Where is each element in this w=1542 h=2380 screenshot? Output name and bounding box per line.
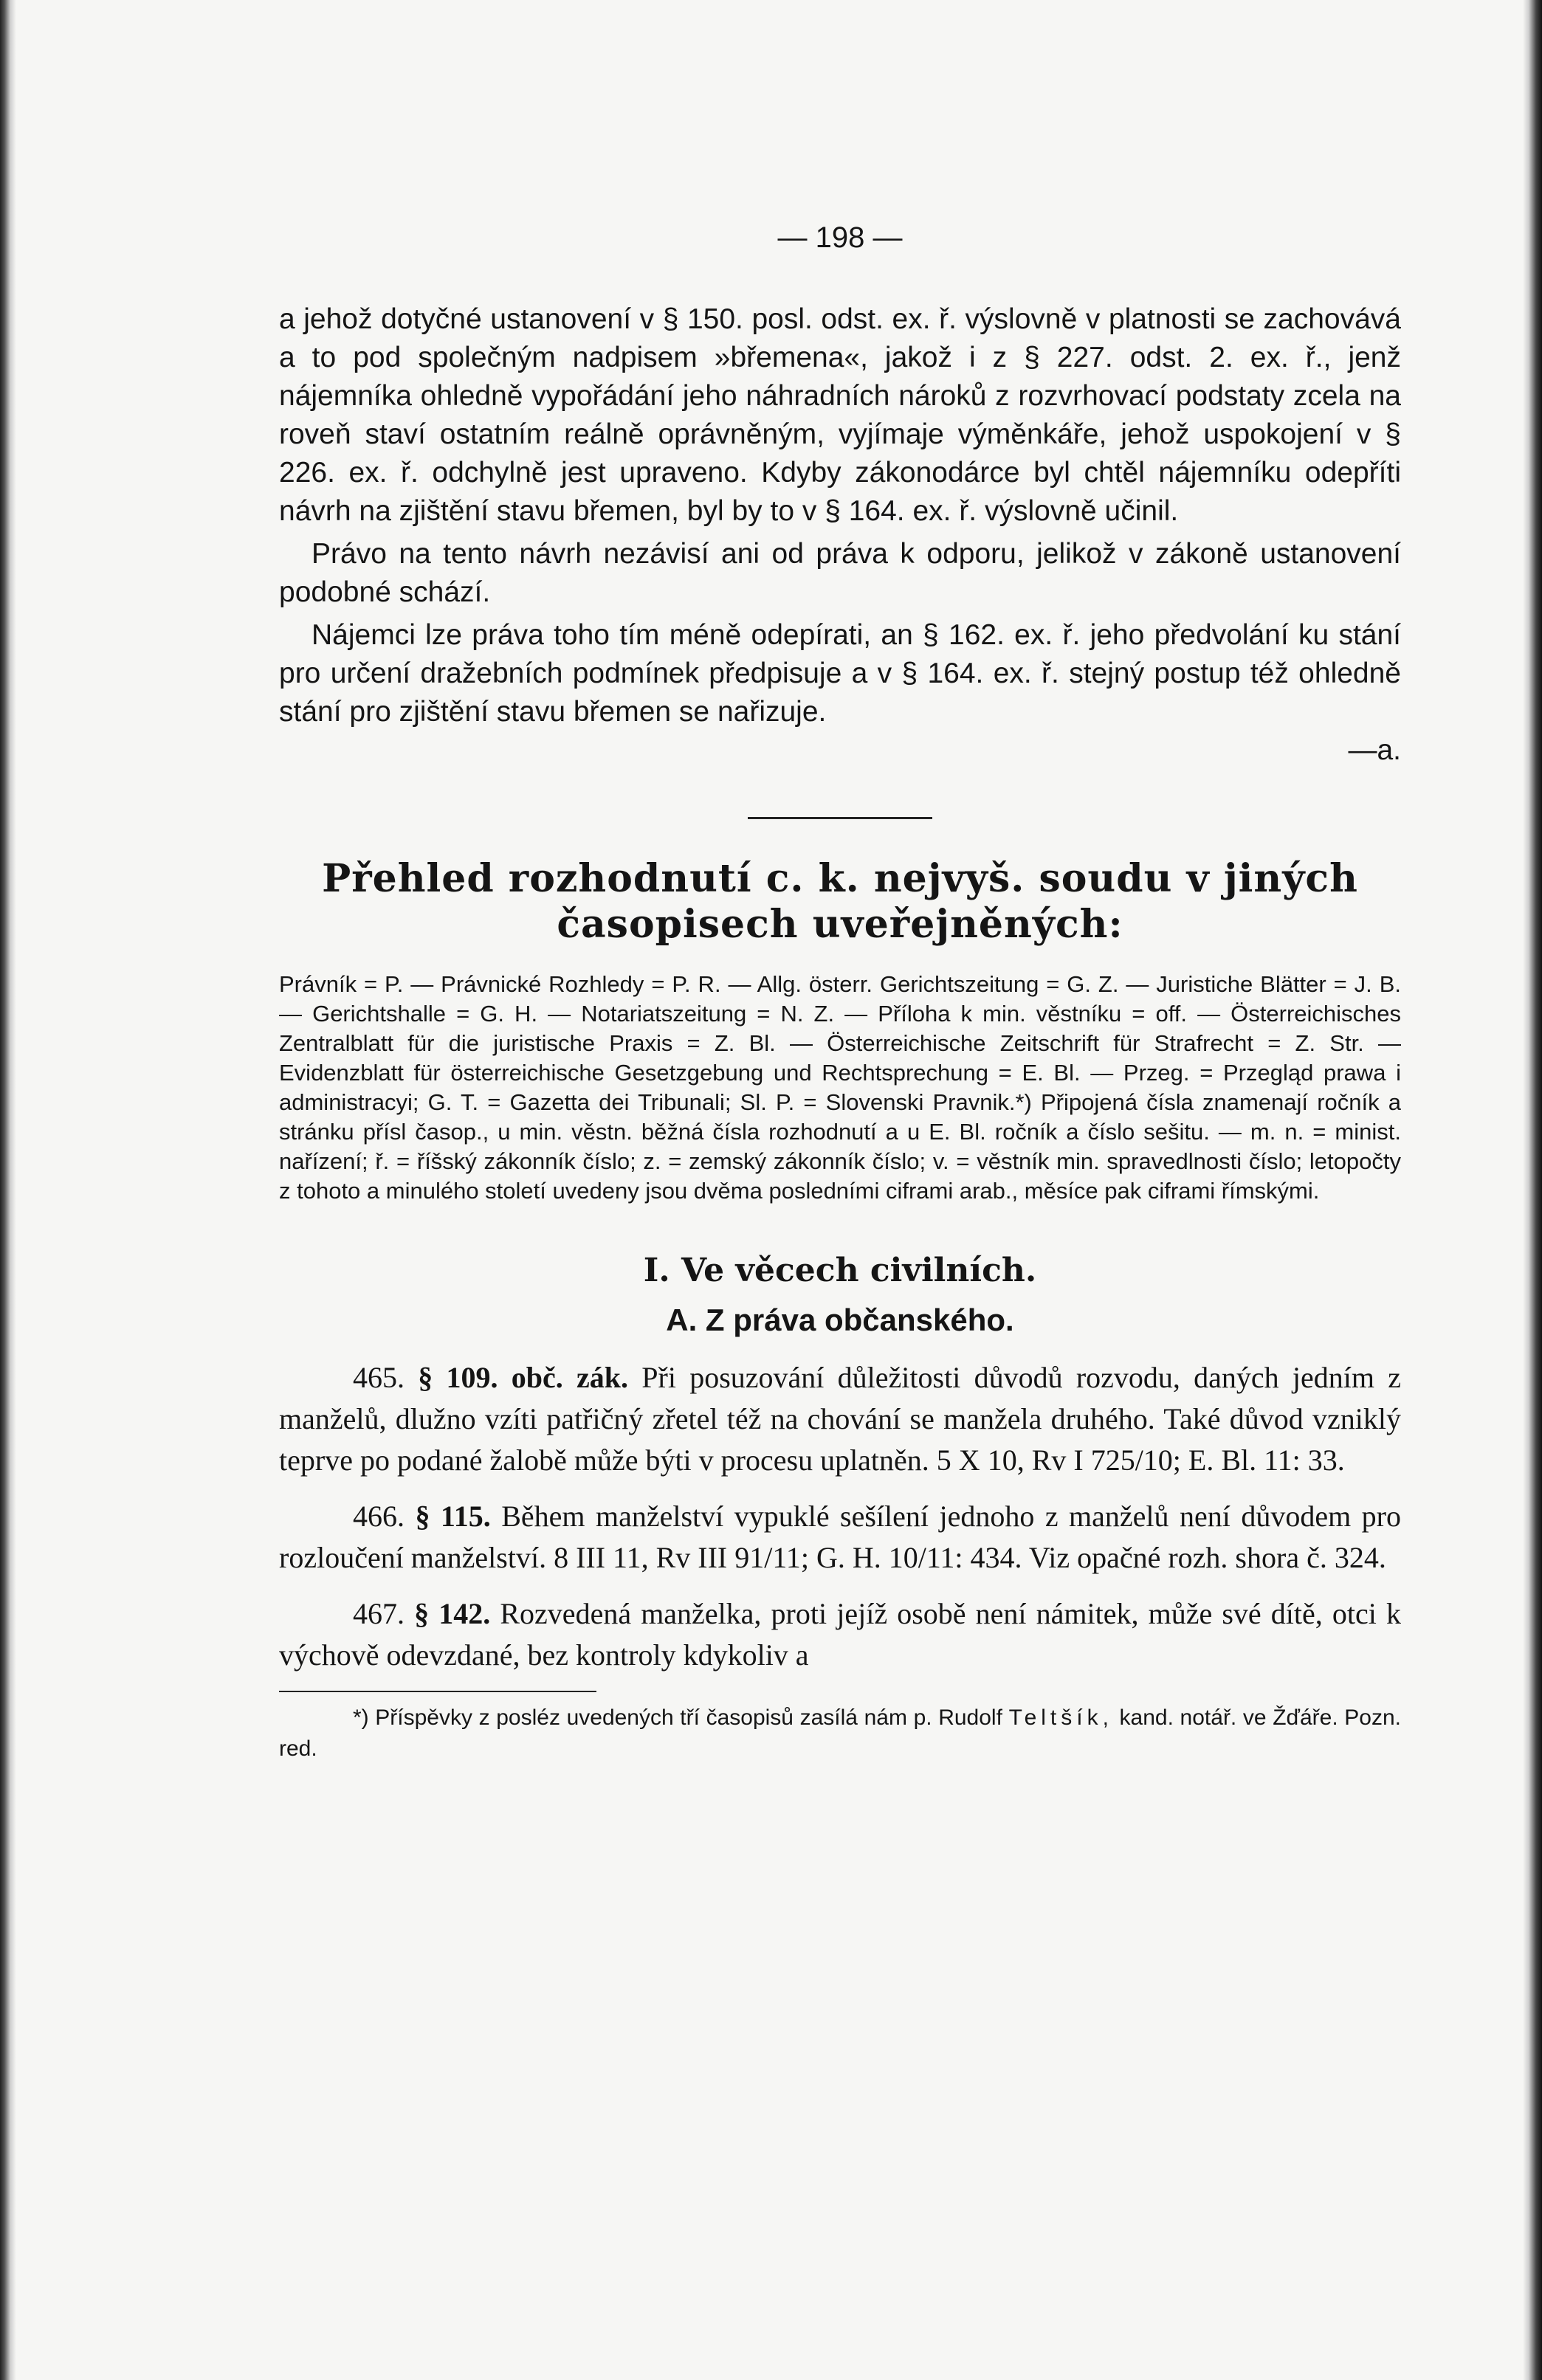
footnote: [279, 1703, 1401, 1765]
page-number: — 198 —: [777, 221, 903, 254]
decision-entry-467: [279, 1593, 1401, 1676]
entry-reference: § 142.: [414, 1597, 491, 1630]
heading-sub-prefix: A.: [666, 1303, 698, 1337]
entry-reference: § 109. obč. zák.: [418, 1361, 629, 1394]
paragraph-2: Právo na tento návrh nezávisí ani od práva k odporu, jelikož v zákoně ustanovení podobné schází.: [279, 538, 1401, 608]
entry-reference: § 115.: [415, 1500, 491, 1533]
footnote-text-after: kand. notář. ve Žďáře. Pozn. red.: [279, 1705, 1401, 1761]
heading-sub-title: Z práva občanského.: [705, 1303, 1014, 1337]
page-edge-left: [0, 0, 16, 2380]
heading-subsection: [279, 1303, 1401, 1338]
page-content: [279, 221, 1401, 1765]
page-edge-right: [1523, 0, 1542, 2380]
footnote-name: Teltšík,: [1008, 1705, 1113, 1730]
section-title: Přehled rozhodnutí c. k. nejvyš. soudu v jiných časopisech uveřejněných:: [322, 856, 1358, 947]
decision-entry-465: [279, 1357, 1401, 1481]
entry-number: 466.: [353, 1500, 405, 1533]
entry-text: Při posuzování důležitosti důvodů rozvodu, daných jedním z manželů, dlužno vzíti patřičný zřetel též na chování se manžela druhého. Také důvod vzniklý teprve po podané žalobě může býti v procesu uplatněn. 5 X 10, Rv I 725/10; E. Bl. 11: 33.: [279, 1361, 1402, 1477]
heading-part: I. Ve věcech civilních.: [643, 1252, 1037, 1289]
section-divider: [748, 817, 932, 819]
paragraph-3: Nájemci lze práva toho tím méně odepírati, an § 162. ex. ř. jeho předvolání ku stání pro určení dražebních podmínek předpisuje a v § 164. ex. ř. stejný postup též ohledně stání pro zjištění stavu břemen se nařizuje.: [279, 619, 1401, 728]
footnote-rule: [279, 1691, 596, 1692]
entry-text: Během manželství vypuklé sešílení jednoho z manželů není důvodem pro rozloučení manželství. 8 III 11, Rv III 91/11; G. H. 10/11: 434. Viz opačné rozh. shora č. 324.: [279, 1500, 1402, 1574]
signature: —a.: [1348, 734, 1401, 766]
entry-number: 465.: [353, 1361, 405, 1394]
abbreviations-legend: Právník = P. — Právnické Rozhledy = P. R. — Allg. österr. Gerichtszeitung = G. Z. — Juristiche Blätter = J. B. — Gerichtshalle = G. H. — Notariatszeitung = N. Z. — Příloha k min. věstníku = off. — Österreichisches Zentralblatt für die juristische Praxis = Z. Bl. — Österreichische Zeitschrift für Strafrecht = Z. Str. — Evidenzblatt für österreichische Gesetzgebung und Rechtsprechung = E. Bl. — Przeg. = Przegląd prawa i administracyi; G. T. = Gazetta dei Tribunali; Sl. P. = Slovenski Pravnik.*) Připojená čísla znamenají ročník a stránku přísl časop., u min. věstn. běžná čísla rozhodnutí a u E. Bl. ročník a číslo sešitu. — m. n. = minist. nařízení; ř. = říšský zákonník číslo; z. = zemský zákonník číslo; v. = věstník min. spravedlnosti číslo; letopočty z tohoto a minulého století uvedeny jsou dvěma posledními ciframi arab., měsíce pak ciframi římskými.: [279, 971, 1401, 1204]
entry-text: Rozvedená manželka, proti jejíž osobě není námitek, může své dítě, otci k výchově odevzdané, bez kontroly kdykoliv a: [279, 1597, 1401, 1672]
footnote-text-before: *) Příspěvky z posléz uvedených tří časopisů zasílá nám p. Rudolf: [353, 1705, 1002, 1730]
paragraph-1: a jehož dotyčné ustanovení v § 150. posl. odst. ex. ř. výslovně v platnosti se zachovává a to pod společným nadpisem »břemena«, jakož i z § 227. odst. 2. ex. ř., jenž nájemníka ohledně vypořádání jeho náhradních nároků z rozvrhovací podstaty zcela na roveň staví ostatním reálně oprávněným, vyjímaje výměnkáře, jehož uspokojení v § 226. ex. ř. odchylně jest upraveno. Kdyby zákonodárce byl chtěl nájemníku odepříti návrh na zjištění stavu břemen, byl by to v § 164. ex. ř. výslovně učinil.: [279, 303, 1401, 527]
decision-entry-466: [279, 1496, 1401, 1579]
entry-number: 467.: [353, 1597, 405, 1630]
